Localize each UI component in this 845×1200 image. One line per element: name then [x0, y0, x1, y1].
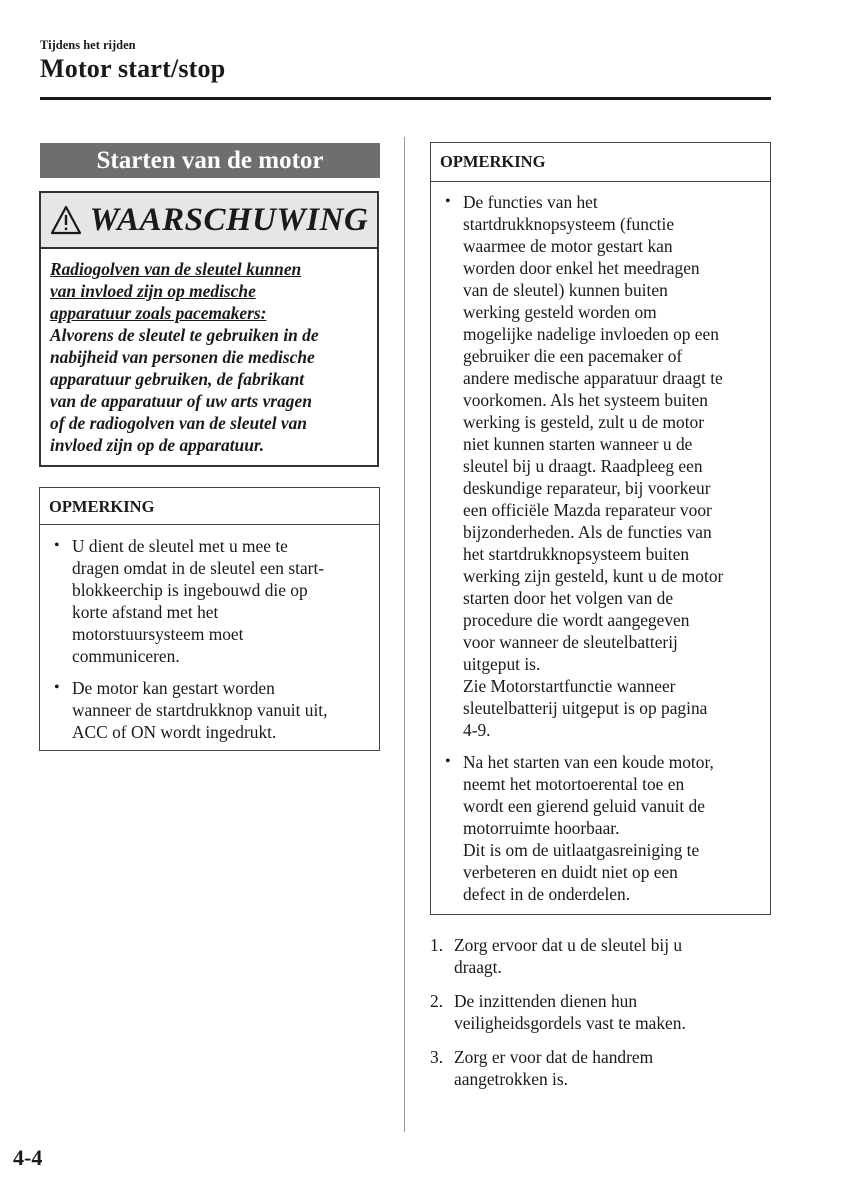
step-line: veiligheidsgordels vast te maken.	[454, 1013, 686, 1033]
note-line: deskundige reparateur, bij voorkeur	[463, 478, 711, 498]
note-item	[40, 535, 379, 667]
note-line: Zie Motorstartfunctie wanneer	[463, 676, 676, 696]
step-item	[430, 990, 775, 1034]
step-line: Zorg er voor dat de handrem	[454, 1047, 654, 1067]
warning-lead-line: van invloed zijn op medische	[50, 281, 256, 301]
warning-title: WAARSCHUWING	[89, 201, 369, 238]
note-line: 4-9.	[463, 720, 491, 740]
warning-header	[41, 193, 377, 249]
note-line: voorkomen. Als het systeem buiten	[463, 390, 708, 410]
note-line: communiceren.	[72, 646, 180, 666]
column-divider	[404, 137, 405, 1132]
note-line: uitgeput is.	[463, 654, 541, 674]
note-line: ACC of ON wordt ingedrukt.	[72, 722, 277, 742]
note-line: gebruiker die een pacemaker of	[463, 346, 683, 366]
note-line: werking gesteld worden om	[463, 302, 657, 322]
note-line: neemt het motortoerental toe en	[463, 774, 685, 794]
step-number: 3.	[430, 1047, 444, 1067]
step-number: 2.	[430, 991, 444, 1011]
steps-list	[430, 934, 775, 1090]
warning-body-line: nabijheid van personen die medische	[50, 347, 315, 367]
warning-body	[41, 249, 377, 456]
warning-body-line: invloed zijn op de apparatuur.	[50, 435, 265, 455]
note-box-left	[39, 487, 380, 751]
note-line: motorruimte hoorbaar.	[463, 818, 620, 838]
step-line: aangetrokken is.	[454, 1069, 568, 1089]
note-line: sleutelbatterij uitgeput is op pagina	[463, 698, 708, 718]
note-list	[40, 525, 379, 743]
warning-body-line: of de radiogolven van de sleutel van	[50, 413, 307, 433]
note-line: U dient de sleutel met u mee te	[72, 536, 288, 556]
step-line: Zorg ervoor dat u de sleutel bij u	[454, 935, 683, 955]
note-line: van de sleutel) kunnen buiten	[463, 280, 668, 300]
note-line: blokkeerchip is ingebouwd die op	[72, 580, 308, 600]
page-title: Motor start/stop	[40, 54, 226, 83]
bullet-icon: •	[445, 193, 451, 210]
note-line: korte afstand met het	[72, 602, 219, 622]
note-line: defect in de onderdelen.	[463, 884, 631, 904]
title-rule	[40, 97, 771, 100]
section-label: Tijdens het rijden	[40, 38, 136, 52]
warning-triangle-icon	[50, 205, 82, 235]
bullet-icon: •	[445, 753, 451, 770]
warning-lead-line: apparatuur zoals pacemakers:	[50, 303, 267, 323]
note-line: voor wanneer de sleutelbatterij	[463, 632, 678, 652]
note-line: werking zijn gesteld, kunt u de motor	[463, 566, 724, 586]
note-line: De functies van het	[463, 192, 598, 212]
warning-body-line: van de apparatuur of uw arts vragen	[50, 391, 312, 411]
step-item	[430, 1046, 775, 1090]
note-line: een officiële Mazda reparateur voor	[463, 500, 712, 520]
warning-body-line: apparatuur gebruiken, de fabrikant	[50, 369, 305, 389]
note-line: waarmee de motor gestart kan	[463, 236, 673, 256]
note-line: bijzonderheden. Als de functies van	[463, 522, 712, 542]
note-line: Na het starten van een koude motor,	[463, 752, 714, 772]
note-heading: OPMERKING	[40, 488, 379, 525]
note-line: sleutel bij u draagt. Raadpleeg een	[463, 456, 703, 476]
note-item	[40, 677, 379, 743]
note-heading: OPMERKING	[431, 143, 770, 182]
note-line: andere medische apparatuur draagt te	[463, 368, 723, 388]
warning-body-line: Alvorens de sleutel te gebruiken in de	[50, 325, 319, 345]
note-line: starten door het volgen van de	[463, 588, 674, 608]
note-line: werking is gesteld, zult u de motor	[463, 412, 705, 432]
note-line: motorstuursysteem moet	[72, 624, 244, 644]
note-line: startdrukknopsysteem (functie	[463, 214, 675, 234]
note-line: niet kunnen starten wanneer u de	[463, 434, 693, 454]
note-line: wanneer de startdrukknop vanuit uit,	[72, 700, 328, 720]
warning-lead-line: Radiogolven van de sleutel kunnen	[50, 259, 302, 279]
note-line: Dit is om de uitlaatgasreiniging te	[463, 840, 700, 860]
note-line: verbeteren en duidt niet op een	[463, 862, 678, 882]
step-line: draagt.	[454, 957, 502, 977]
bullet-icon: •	[54, 537, 60, 554]
step-item	[430, 934, 775, 978]
note-line: procedure die wordt aangegeven	[463, 610, 690, 630]
note-line: worden door enkel het meedragen	[463, 258, 700, 278]
note-line: wordt een gierend geluid vanuit de	[463, 796, 705, 816]
note-line: De motor kan gestart worden	[72, 678, 275, 698]
section-heading: Starten van de motor	[40, 143, 380, 178]
note-item	[431, 191, 770, 741]
note-list	[431, 182, 770, 905]
warning-box	[39, 191, 379, 467]
step-line: De inzittenden dienen hun	[454, 991, 638, 1011]
note-item	[431, 751, 770, 905]
note-line: mogelijke nadelige invloeden op een	[463, 324, 719, 344]
note-line: dragen omdat in de sleutel een start-	[72, 558, 325, 578]
page-number: 4-4	[13, 1145, 43, 1170]
note-box-right	[430, 142, 771, 915]
step-number: 1.	[430, 935, 444, 955]
note-line: het startdrukknopsysteem buiten	[463, 544, 690, 564]
bullet-icon: •	[54, 679, 60, 696]
